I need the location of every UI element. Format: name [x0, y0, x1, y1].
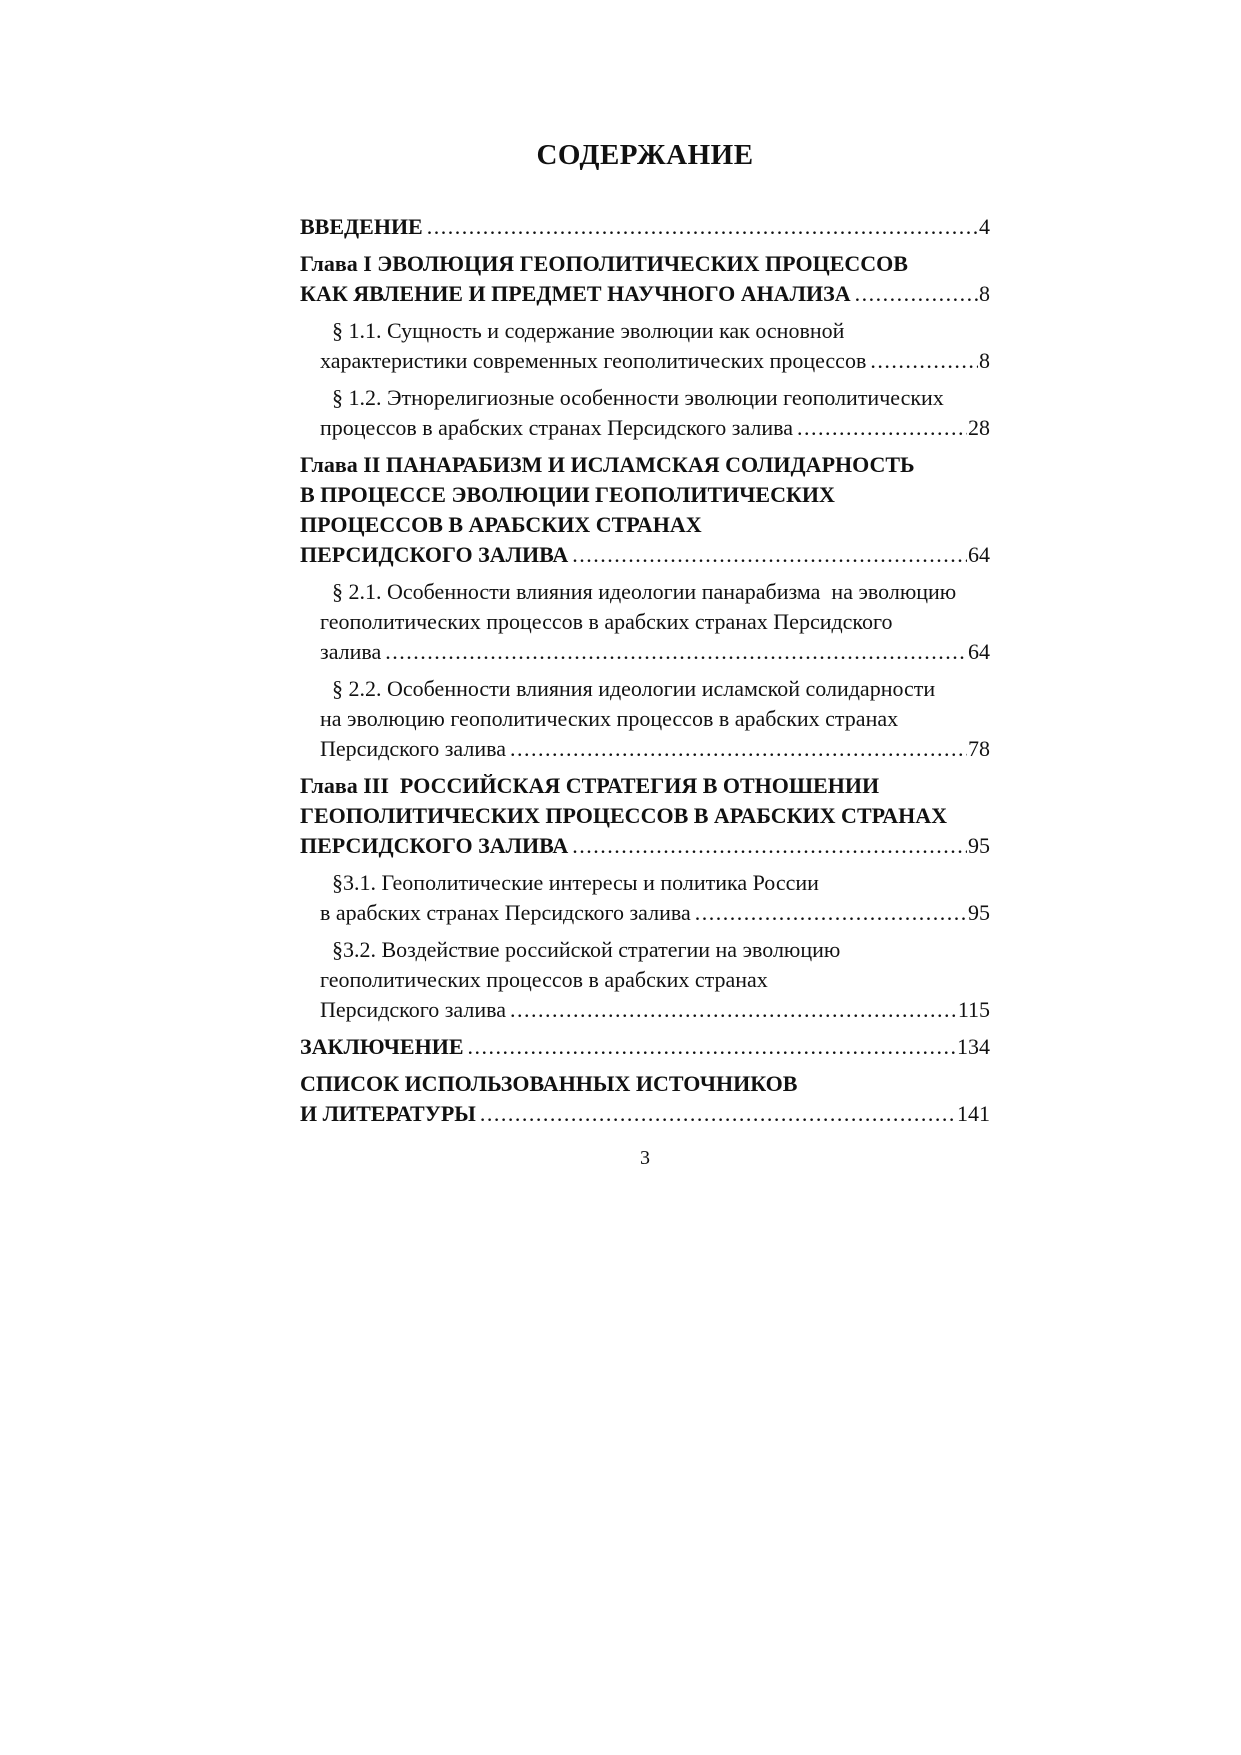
toc-entry-text: КАК ЯВЛЕНИЕ И ПРЕДМЕТ НАУЧНОГО АНАЛИЗА: [300, 281, 851, 306]
toc-entry-line: геополитических процессов в арабских странах Персидского: [320, 609, 893, 634]
dot-leader: [385, 637, 967, 667]
toc-entry-line: [300, 279, 990, 309]
toc-entry-section-1-1: [300, 316, 990, 376]
dot-leader: [468, 1032, 957, 1062]
toc-page-number: 115: [957, 997, 990, 1022]
toc-entry-line: [320, 995, 990, 1025]
toc-entry-line: § 2.2. Особенности влияния идеологии исламской солидарности: [332, 676, 936, 701]
toc-entry-line: § 1.2. Этнорелигиозные особенности эволюции геополитических: [332, 385, 944, 410]
toc-page-number: 8: [979, 348, 990, 373]
toc-page-number: 78: [968, 736, 990, 761]
toc-entry-line: ГЕОПОЛИТИЧЕСКИХ ПРОЦЕССОВ В АРАБСКИХ СТРАНАХ: [300, 803, 948, 828]
toc-page-number: 141: [957, 1101, 990, 1126]
toc-entry-line: [300, 1099, 990, 1129]
toc-page-number: 64: [968, 639, 990, 664]
toc-entry-line: на эволюцию геополитических процессов в арабских странах: [320, 706, 899, 731]
toc-entry-introduction: [300, 212, 990, 242]
toc-entry-line: В ПРОЦЕССЕ ЭВОЛЮЦИИ ГЕОПОЛИТИЧЕСКИХ: [300, 482, 835, 507]
toc-entry-text: в арабских странах Персидского залива: [320, 900, 691, 925]
toc-entry-line: Глава II ПАНАРАБИЗМ И ИСЛАМСКАЯ СОЛИДАРНОСТЬ: [300, 452, 915, 477]
toc-page-number: 134: [957, 1034, 990, 1059]
toc-entry-section-2-2: [300, 674, 990, 764]
toc-page-number: 95: [968, 900, 990, 925]
toc-entry-line: §3.1. Геополитические интересы и политика России: [332, 870, 819, 895]
toc-entry-text: И ЛИТЕРАТУРЫ: [300, 1101, 476, 1126]
toc-entry-line: Глава III РОССИЙСКАЯ СТРАТЕГИЯ В ОТНОШЕНИИ: [300, 773, 880, 798]
toc-entry-line: ПРОЦЕССОВ В АРАБСКИХ СТРАНАХ: [300, 512, 702, 537]
toc-entry-text: процессов в арабских странах Персидского залива: [320, 415, 794, 440]
toc-entry-chapter-1: [300, 249, 990, 309]
dot-leader: [855, 279, 978, 309]
toc-entry-text: Персидского залива: [320, 736, 506, 761]
toc-page-number: 28: [968, 415, 990, 440]
toc-entry-text: залива: [320, 639, 382, 664]
toc-entry-text: ВВЕДЕНИЕ: [300, 214, 423, 239]
toc-entry-text: характеристики современных геополитических процессов: [320, 348, 867, 373]
toc-entry-text: ПЕРСИДСКОГО ЗАЛИВА: [300, 833, 569, 858]
toc-entry-line: [320, 346, 990, 376]
toc-page-number: 4: [979, 214, 990, 239]
dot-leader: [797, 413, 967, 443]
toc-entry-section-2-1: [300, 577, 990, 667]
dot-leader: [510, 995, 957, 1025]
toc-entry-line: [320, 898, 990, 928]
toc-page-number: 95: [968, 833, 990, 858]
toc-entry-line: [300, 1032, 990, 1062]
toc-entry-line: § 2.1. Особенности влияния идеологии панарабизма на эволюцию: [332, 579, 957, 604]
toc-entry-text: Персидского залива: [320, 997, 506, 1022]
toc-entry-line: [320, 637, 990, 667]
toc-page-number: 8: [979, 281, 990, 306]
dot-leader: [480, 1099, 956, 1129]
toc-entry-chapter-2: [300, 450, 990, 570]
toc-entry-bibliography: [300, 1069, 990, 1129]
table-of-contents: [300, 212, 990, 1136]
dot-leader: [695, 898, 967, 928]
toc-entry-line: геополитических процессов в арабских странах: [320, 967, 768, 992]
toc-entry-line: [300, 540, 990, 570]
dot-leader: [427, 212, 978, 242]
toc-entry-line: [320, 734, 990, 764]
toc-entry-line: [300, 212, 990, 242]
toc-entry-line: [300, 831, 990, 861]
toc-entry-line: [320, 413, 990, 443]
page-title: СОДЕРЖАНИЕ: [536, 139, 754, 171]
dot-leader: [572, 831, 967, 861]
toc-entry-text: ПЕРСИДСКОГО ЗАЛИВА: [300, 542, 569, 567]
toc-entry-text: ЗАКЛЮЧЕНИЕ: [300, 1034, 464, 1059]
dot-leader: [510, 734, 967, 764]
toc-entry-section-1-2: [300, 383, 990, 443]
dot-leader: [572, 540, 967, 570]
toc-entry-line: Глава I ЭВОЛЮЦИЯ ГЕОПОЛИТИЧЕСКИХ ПРОЦЕССОВ: [300, 251, 908, 276]
toc-entry-section-3-1: [300, 868, 990, 928]
toc-page-number: 64: [968, 542, 990, 567]
toc-entry-line: СПИСОК ИСПОЛЬЗОВАННЫХ ИСТОЧНИКОВ: [300, 1071, 798, 1096]
dot-leader: [870, 346, 978, 376]
page-folio-number: 3: [640, 1147, 650, 1169]
toc-entry-chapter-3: [300, 771, 990, 861]
toc-entry-section-3-2: [300, 935, 990, 1025]
toc-entry-conclusion: [300, 1032, 990, 1062]
toc-entry-line: §3.2. Воздействие российской стратегии на эволюцию: [332, 937, 841, 962]
toc-entry-line: § 1.1. Сущность и содержание эволюции как основной: [332, 318, 845, 343]
